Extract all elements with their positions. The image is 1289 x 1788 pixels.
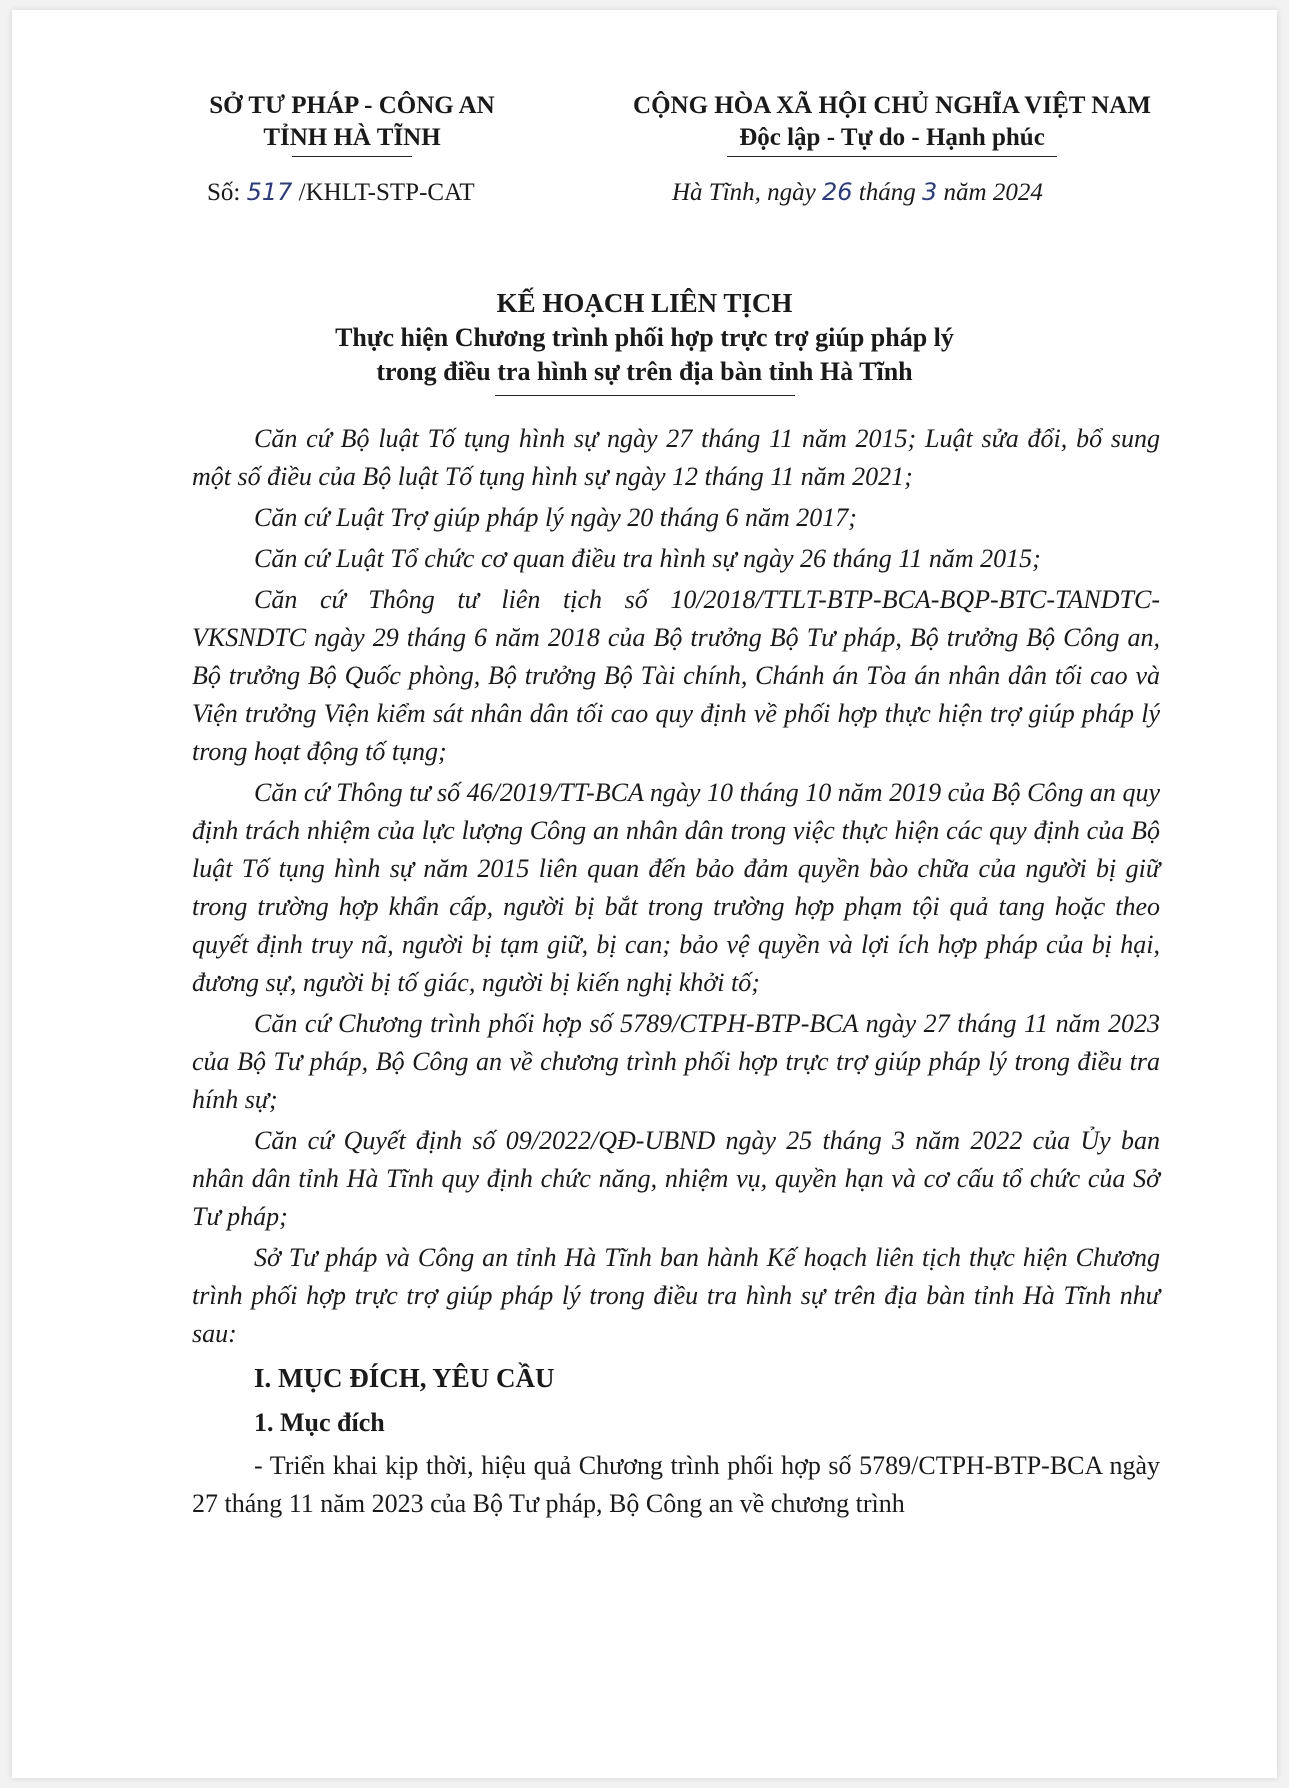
legal-basis-3: Căn cứ Luật Tổ chức cơ quan điều tra hình sự ngày 26 tháng 11 năm 2015; xyxy=(254,544,1041,573)
title-sub-2: trong điều tra hình sự trên địa bàn tỉnh Hà Tĩnh xyxy=(376,357,913,386)
issuing-agency xyxy=(172,90,532,157)
section-heading-1: I. MỤC ĐÍCH, YÊU CẦU xyxy=(254,1363,555,1393)
agency-line-1: SỞ TƯ PHÁP - CÔNG AN xyxy=(209,92,495,119)
purpose-item-1: - Triển khai kịp thời, hiệu quả Chương trình phối hợp số 5789/CTPH-BTP-BCA ngày 27 tháng 11 năm 2023 của Bộ Tư pháp, Bộ Công an về chương trình xyxy=(192,1451,1160,1518)
legal-basis-1: Căn cứ Bộ luật Tố tụng hình sự ngày 27 tháng 11 năm 2015; Luật sửa đổi, bổ sung một số điều của Bộ luật Tố tụng hình sự ngày 12 tháng 11 năm 2021; xyxy=(192,424,1160,491)
date-month-label: tháng xyxy=(858,179,916,206)
title-main: KẾ HOẠCH LIÊN TỊCH xyxy=(496,288,793,318)
number-handwritten: 517 xyxy=(246,178,293,206)
title-sub-1: Thực hiện Chương trình phối hợp trực trợ giúp pháp lý xyxy=(335,323,954,352)
document-date xyxy=(672,178,1043,207)
motto-underline xyxy=(727,156,1057,157)
document-body xyxy=(192,420,1160,1526)
motto: Độc lập - Tự do - Hạnh phúc xyxy=(739,124,1045,151)
date-year: năm 2024 xyxy=(943,179,1043,206)
legal-basis-5: Căn cứ Thông tư số 46/2019/TT-BCA ngày 10 tháng 10 năm 2019 của Bộ Công an quy định trách nhiệm của lực lượng Công an nhân dân trong việc thực hiện các quy định của Bộ luật Tố tụng hình sự năm 2015 liên quan đến bảo đảm quyền bào chữa của người bị giữ trong trường hợp khẩn cấp, người bị bắt trong trường hợp phạm tội quả tang hoặc theo quyết định truy nã, người bị tạm giữ, bị can; bảo vệ quyền và lợi ích hợp pháp của bị hại, đương sự, người bị tố giác, người bị kiến nghị khởi tố; xyxy=(192,778,1160,997)
agency-underline xyxy=(292,156,412,157)
legal-basis-6: Căn cứ Chương trình phối hợp số 5789/CTPH-BTP-BCA ngày 27 tháng 11 năm 2023 của Bộ Tư pháp, Bộ Công an về chương trình phối hợp trực trợ giúp pháp lý trong điều tra hính sự; xyxy=(192,1009,1160,1114)
number-prefix: Số: xyxy=(207,179,241,206)
subsection-heading-1: 1. Mục đích xyxy=(254,1408,385,1437)
legal-basis-2: Căn cứ Luật Trợ giúp pháp lý ngày 20 tháng 6 năm 2017; xyxy=(254,503,857,532)
agency-line-2: TỈNH HÀ TĨNH xyxy=(263,124,441,151)
country-name: CỘNG HÒA XÃ HỘI CHỦ NGHĨA VIỆT NAM xyxy=(633,92,1151,119)
date-month: 3 xyxy=(922,178,938,206)
legal-basis-7: Căn cứ Quyết định số 09/2022/QĐ-UBND ngày 25 tháng 3 năm 2022 của Ủy ban nhân dân tỉnh Hà Tĩnh quy định chức năng, nhiệm vụ, quyền hạn và cơ cấu tổ chức của Sở Tư pháp; xyxy=(192,1126,1160,1231)
document-title xyxy=(12,285,1277,396)
issuance-statement: Sở Tư pháp và Công an tỉnh Hà Tĩnh ban hành Kế hoạch liên tịch thực hiện Chương trình phối hợp trực trợ giúp pháp lý trong điều tra hình sự trên địa bàn tỉnh Hà Tĩnh như sau: xyxy=(192,1243,1160,1348)
national-motto xyxy=(592,90,1192,157)
number-suffix: /KHLT-STP-CAT xyxy=(298,179,475,206)
document-number xyxy=(207,178,475,207)
date-prefix: Hà Tĩnh, ngày xyxy=(672,179,816,206)
date-day: 26 xyxy=(822,178,853,206)
document-page xyxy=(12,10,1277,1778)
title-underline xyxy=(495,395,795,396)
document-header xyxy=(12,90,1277,230)
legal-basis-4: Căn cứ Thông tư liên tịch số 10/2018/TTLT-BTP-BCA-BQP-BTC-TANDTC-VKSNDTC ngày 29 tháng 6 năm 2018 của Bộ trưởng Bộ Tư pháp, Bộ trưởng Bộ Công an, Bộ trưởng Bộ Quốc phòng, Bộ trưởng Bộ Tài chính, Chánh án Tòa án nhân dân tối cao và Viện trưởng Viện kiểm sát nhân dân tối cao quy định về phối hợp thực hiện trợ giúp pháp lý trong hoạt động tố tụng; xyxy=(192,585,1160,766)
